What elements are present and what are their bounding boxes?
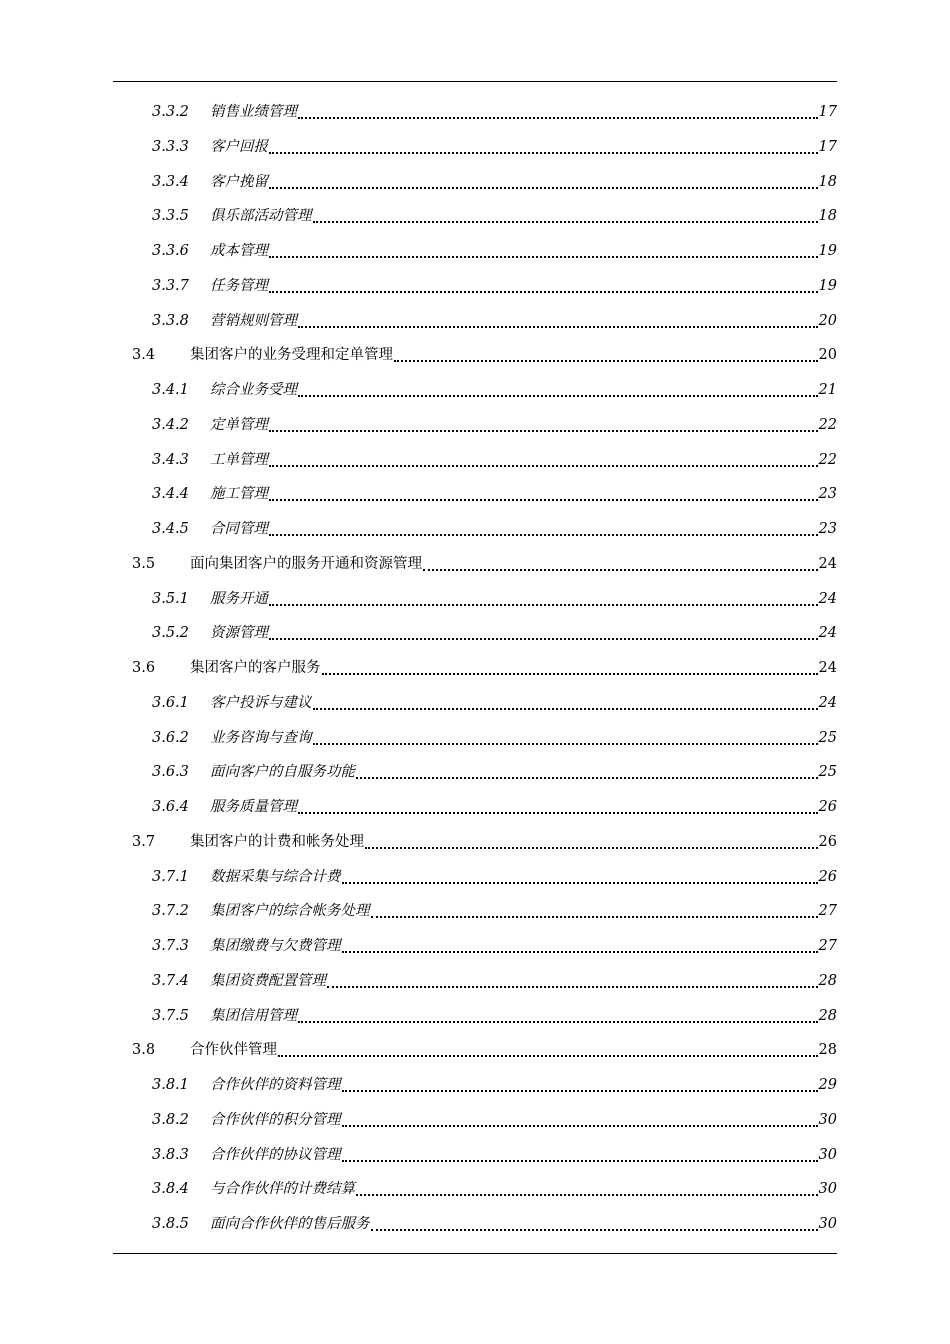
- toc-entry-page: 25: [818, 764, 837, 781]
- toc-entry-number: 3.8.2: [152, 1111, 189, 1128]
- toc-entry-number: 3.5.2: [152, 625, 189, 642]
- toc-entry-page: 19: [818, 243, 837, 259]
- toc-entry[interactable]: [152, 686, 837, 720]
- toc-entry-number: 3.6: [132, 660, 156, 676]
- toc-entry-title: 合作伙伴管理: [190, 1042, 277, 1059]
- footer-rule: [113, 1253, 837, 1254]
- toc-entry[interactable]: [152, 790, 837, 824]
- toc-entry-title: 任务管理: [210, 277, 268, 294]
- toc-entry-number: 3.8.3: [152, 1146, 189, 1163]
- toc-entry-title: 工单管理: [210, 451, 268, 468]
- toc-entry-title: 合作伙伴的积分管理: [210, 1111, 341, 1128]
- toc-entry-number: 3.7: [132, 833, 156, 850]
- toc-entry-number: 3.3.6: [152, 243, 189, 259]
- toc-entry-title: 营销规则管理: [210, 312, 297, 329]
- toc-entry-page: 25: [818, 729, 837, 746]
- toc-entry-number: 3.7.5: [152, 1007, 189, 1024]
- toc-entry[interactable]: [152, 999, 837, 1033]
- toc-leader-dots: [371, 916, 818, 918]
- toc-entry[interactable]: [152, 234, 837, 268]
- toc-entry[interactable]: [152, 582, 837, 616]
- toc-entry[interactable]: [152, 894, 837, 928]
- toc-entry-title: 数据采集与综合计费: [210, 868, 341, 885]
- toc-entry-page: 30: [818, 1216, 837, 1232]
- toc-entry-title: 集团客户的综合帐务处理: [210, 903, 370, 920]
- toc-entry-page: 24: [818, 694, 837, 711]
- toc-entry[interactable]: [152, 408, 837, 442]
- toc-entry-page: 18: [818, 208, 837, 225]
- toc-entry-title: 客户回报: [210, 138, 268, 155]
- toc-entry-page: 27: [818, 903, 837, 920]
- toc-entry-number: 3.4.1: [152, 382, 189, 398]
- toc-entry[interactable]: [132, 825, 837, 859]
- toc-entry-number: 3.3.8: [152, 312, 189, 329]
- toc-entry-title: 合作伙伴的资料管理: [210, 1077, 341, 1093]
- toc-entry-number: 3.6.2: [152, 729, 189, 746]
- toc-entry[interactable]: [152, 443, 837, 477]
- toc-entry[interactable]: [152, 964, 837, 998]
- toc-entry-page: 24: [818, 625, 837, 642]
- toc-entry-page: 26: [818, 868, 837, 885]
- toc-entry-page: 29: [818, 1077, 837, 1093]
- toc-entry-title: 成本管理: [210, 243, 268, 259]
- toc-entry-number: 3.6.4: [152, 799, 189, 815]
- toc-leader-dots: [327, 986, 818, 988]
- toc-entry[interactable]: [152, 165, 837, 199]
- toc-entry-title: 集团客户的业务受理和定单管理: [190, 347, 393, 364]
- toc-entry-title: 业务咨询与查询: [210, 729, 312, 746]
- toc-entry-title: 施工管理: [210, 486, 268, 503]
- toc-entry-title: 销售业绩管理: [210, 104, 297, 120]
- toc-entry-number: 3.4: [132, 347, 156, 364]
- toc-entry-page: 28: [818, 972, 837, 989]
- toc-entry[interactable]: [152, 477, 837, 511]
- toc-entry-page: 18: [818, 173, 837, 190]
- toc-leader-dots: [342, 951, 818, 953]
- toc-leader-dots: [356, 777, 818, 779]
- toc-entry-title: 合作伙伴的协议管理: [210, 1146, 341, 1163]
- toc-leader-dots: [269, 187, 818, 189]
- toc-leader-dots: [269, 534, 818, 536]
- toc-entry-number: 3.5: [132, 555, 156, 572]
- toc-leader-dots: [298, 117, 818, 119]
- toc-entry-number: 3.4.4: [152, 486, 189, 503]
- toc-entry-title: 资源管理: [210, 625, 268, 642]
- toc-entry-page: 30: [818, 1181, 837, 1198]
- toc-entry-title: 集团客户的客户服务: [190, 660, 321, 676]
- header-rule: [113, 81, 837, 82]
- toc-leader-dots: [394, 360, 818, 362]
- toc-leader-dots: [371, 1229, 818, 1231]
- toc-entry-page: 17: [818, 138, 837, 155]
- toc-leader-dots: [342, 1125, 818, 1127]
- toc-leader-dots: [365, 847, 818, 849]
- toc-entry[interactable]: [152, 199, 837, 233]
- toc-leader-dots: [269, 152, 818, 154]
- toc-entry[interactable]: [152, 1103, 837, 1137]
- toc-entry[interactable]: [132, 338, 837, 372]
- toc-leader-dots: [269, 430, 818, 432]
- toc-entry-page: 20: [818, 347, 837, 364]
- toc-entry-number: 3.3.5: [152, 208, 189, 225]
- toc-entry-number: 3.7.4: [152, 972, 189, 989]
- toc-entry[interactable]: [152, 512, 837, 546]
- toc-leader-dots: [269, 291, 818, 293]
- toc-entry-number: 3.8.5: [152, 1216, 189, 1232]
- toc-entry-title: 面向集团客户的服务开通和资源管理: [190, 555, 422, 572]
- toc-entry[interactable]: [152, 1138, 837, 1172]
- toc-entry-title: 与合作伙伴的计费结算: [210, 1181, 355, 1198]
- toc-leader-dots: [298, 326, 818, 328]
- toc-entry-title: 服务开通: [210, 590, 268, 607]
- toc-entry-title: 客户投诉与建议: [210, 694, 312, 711]
- toc-entry[interactable]: [152, 130, 837, 164]
- toc-entry[interactable]: [152, 1068, 837, 1102]
- toc-leader-dots: [298, 395, 818, 397]
- toc-entry[interactable]: [132, 547, 837, 581]
- toc-leader-dots: [269, 499, 818, 501]
- toc-entry-title: 服务质量管理: [210, 799, 297, 815]
- toc-entry-title: 定单管理: [210, 416, 268, 433]
- toc-leader-dots: [313, 708, 818, 710]
- toc-entry-number: 3.8.4: [152, 1181, 189, 1198]
- toc-entry-number: 3.3.4: [152, 173, 189, 190]
- toc-entry-number: 3.4.5: [152, 521, 189, 537]
- toc-entry-page: 21: [818, 382, 837, 398]
- toc-entry-number: 3.7.2: [152, 903, 189, 920]
- toc-entry-title: 俱乐部活动管理: [210, 208, 312, 225]
- toc-entry-page: 24: [818, 660, 837, 676]
- toc-leader-dots: [342, 1090, 818, 1092]
- toc-leader-dots: [313, 221, 818, 223]
- toc-entry[interactable]: [152, 1172, 837, 1206]
- toc-entry-page: 17: [818, 104, 837, 120]
- toc-entry[interactable]: [152, 721, 837, 755]
- toc-leader-dots: [313, 743, 818, 745]
- toc-entry-page: 27: [818, 938, 837, 954]
- toc-leader-dots: [322, 673, 818, 675]
- toc-entry-page: 22: [818, 451, 837, 468]
- toc-leader-dots: [269, 604, 818, 606]
- toc-entry-page: 28: [818, 1007, 837, 1024]
- toc-entry-page: 30: [818, 1146, 837, 1163]
- toc-entry-title: 面向合作伙伴的售后服务: [210, 1216, 370, 1232]
- toc-entry-title: 面向客户的自服务功能: [210, 764, 355, 781]
- toc-leader-dots: [356, 1194, 818, 1196]
- toc-entry-page: 24: [818, 555, 837, 572]
- toc-entry-number: 3.7.3: [152, 938, 189, 954]
- toc-entry-page: 19: [818, 277, 837, 294]
- toc-entry-page: 23: [818, 521, 837, 537]
- toc-entry[interactable]: [152, 95, 837, 129]
- toc-entry-page: 20: [818, 312, 837, 329]
- toc-entry-number: 3.6.1: [152, 694, 189, 711]
- toc-entry-number: 3.7.1: [152, 868, 189, 885]
- toc-entry-number: 3.3.3: [152, 138, 189, 155]
- toc-leader-dots: [278, 1055, 818, 1057]
- toc-entry-number: 3.8: [132, 1042, 156, 1059]
- toc-entry-title: 集团客户的计费和帐务处理: [190, 833, 364, 850]
- toc-entry-page: 30: [818, 1111, 837, 1128]
- toc-entry[interactable]: [152, 860, 837, 894]
- toc-entry-page: 22: [818, 416, 837, 433]
- toc-entry-title: 合同管理: [210, 521, 268, 537]
- toc-leader-dots: [423, 569, 818, 571]
- toc-entry[interactable]: [152, 304, 837, 338]
- toc-entry-number: 3.4.3: [152, 451, 189, 468]
- toc-leader-dots: [298, 1021, 818, 1023]
- toc-entry-title: 集团信用管理: [210, 1007, 297, 1024]
- toc-entry[interactable]: [152, 373, 837, 407]
- toc-entry-page: 23: [818, 486, 837, 503]
- toc-entry-number: 3.3.2: [152, 104, 189, 120]
- toc-entry-number: 3.5.1: [152, 590, 189, 607]
- toc-entry-title: 集团资费配置管理: [210, 972, 326, 989]
- toc-leader-dots: [342, 1160, 818, 1162]
- toc-leader-dots: [342, 882, 818, 884]
- toc-entry[interactable]: [152, 755, 837, 789]
- toc-leader-dots: [298, 812, 818, 814]
- toc-leader-dots: [269, 638, 818, 640]
- toc-entry-title: 客户挽留: [210, 173, 268, 190]
- toc-entry-number: 3.6.3: [152, 764, 189, 781]
- toc-entry-number: 3.8.1: [152, 1077, 189, 1093]
- toc-entry-title: 综合业务受理: [210, 382, 297, 398]
- toc-entry-number: 3.4.2: [152, 416, 189, 433]
- toc-entry[interactable]: [152, 929, 837, 963]
- toc-entry[interactable]: [152, 1207, 837, 1241]
- toc-entry-page: 26: [818, 799, 837, 815]
- toc-entry-title: 集团缴费与欠费管理: [210, 938, 341, 954]
- toc-entry-page: 26: [818, 833, 837, 850]
- toc-entry[interactable]: [152, 269, 837, 303]
- toc-entry[interactable]: [152, 616, 837, 650]
- toc-leader-dots: [269, 465, 818, 467]
- toc-entry[interactable]: [132, 651, 837, 685]
- toc-leader-dots: [269, 256, 818, 258]
- toc-entry-number: 3.3.7: [152, 277, 189, 294]
- toc-entry-page: 28: [818, 1042, 837, 1059]
- toc-entry[interactable]: [132, 1033, 837, 1067]
- toc-entry-page: 24: [818, 590, 837, 607]
